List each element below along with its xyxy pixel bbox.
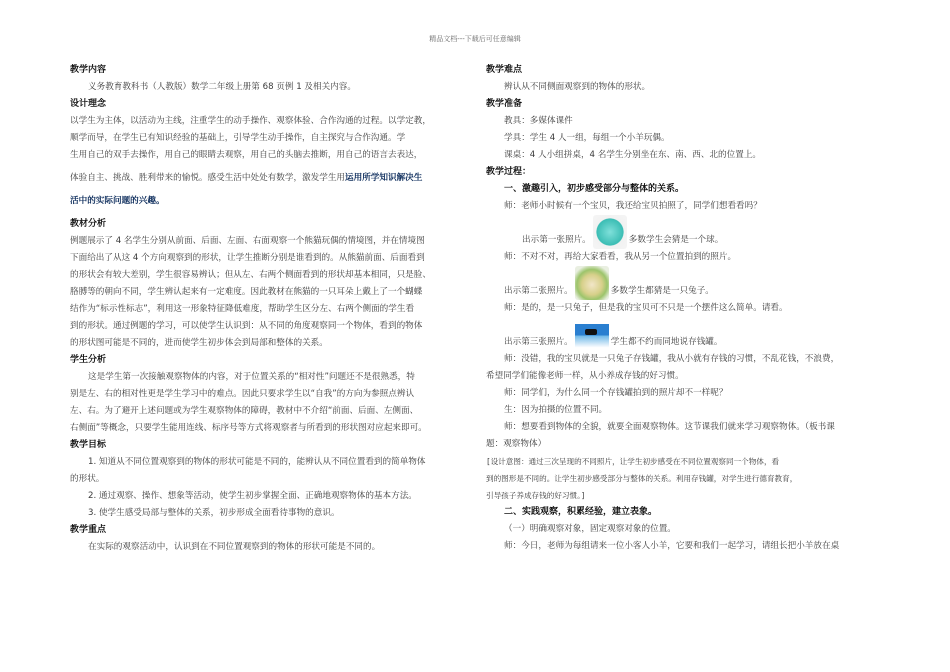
section-2-title: 二、实践观察，积累经验，建立表象。 — [504, 507, 658, 517]
content-text: 义务教育教科书（人教版）数学二年级上册第 68 页例 1 及相关内容。 — [88, 82, 356, 92]
material-line: 结作为“标示性标志”，利用这一形象特征降低难度，帮助学生区分左、右两个侧面的学生看 — [70, 304, 415, 314]
design-line — [70, 170, 470, 187]
goal-line: 的形状。 — [70, 474, 105, 484]
design-line: 顺学而导，在学生已有知识经验的基础上，引导学生动手操作，自主探究与合作沟通。学 — [70, 133, 406, 143]
material-line: 的形状会有较大差别，学生很容易辨认；但从左、右两个侧面看到的形状却基本相同，只是脸、 — [70, 270, 431, 280]
difficulty-line: 辨认从不同侧面观察到的物体的形状。 — [504, 82, 651, 92]
heading-key: 教学重点 — [70, 525, 107, 535]
heading-content: 教学内容 — [70, 65, 107, 75]
right-column — [486, 62, 886, 555]
photo-line-2 — [486, 266, 886, 300]
material-line: 到的形状。通过例题的学习，可以使学生认识到：从不同的角度观察同一个物体，看到的物体 — [70, 321, 423, 331]
design-line: 以学生为主体，以活动为主线，注重学生的动手操作、观察体验、合作沟通的过程。以学定教， — [70, 116, 431, 126]
material-line: 下面给出了从这 4 个方向观察到的形状，让学生推断分别是谁看到的。从熊猫前面、后面看到 — [70, 253, 425, 263]
material-line: 的形状图可能是不同的，进而使学生初步体会到局部和整体的关系。 — [70, 338, 328, 348]
process-line: 师：老师小时候有一个宝贝，我还给宝贝拍照了，同学们想看看吗？ — [504, 201, 762, 211]
students-line: 这是学生第一次接触观察物体的内容，对于位置关系的“相对性”问题还不是很熟悉，特 — [88, 372, 415, 382]
photo-line-3 — [486, 317, 886, 351]
heading-goals: 教学目标 — [70, 440, 107, 450]
design-line: 生用自己的双手去操作，用自己的眼睛去观察，用自己的头脑去推断，用自己的语言去表达， — [70, 150, 423, 160]
left-column — [70, 62, 470, 556]
process-line: 师：没错，我的宝贝就是一只兔子存钱罐，我从小就有存钱的习惯，不乱花钱，不浪费， — [504, 354, 840, 364]
photo-2-label: 出示第二张照片。 — [504, 286, 573, 296]
process-line: 师：同学们，为什么同一个存钱罐拍到的照片却不一样呢？ — [504, 388, 728, 398]
prep-line: 学具：学生 4 人一组，每组一个小羊玩偶。 — [504, 133, 670, 143]
rabbit-photo — [575, 266, 609, 300]
piggy-bank-photo — [575, 317, 609, 351]
material-line: 例题展示了 4 名学生分别从前面、后面、左面、右面观察一个熊猫玩偶的情境图，并在情境图 — [70, 236, 425, 246]
design-note-line: 到的图形是不同的。让学生初步感受部分与整体的关系。利用存钱罐，对学生进行德育教育， — [486, 474, 798, 483]
process-line: 生：因为拍摄的位置不同。 — [504, 405, 608, 415]
process-line: 希望同学们能像老师一样，从小养成存钱的好习惯。 — [486, 371, 684, 381]
prep-line: 课桌：4 人小组拼桌，4 名学生分别坐在东、南、西、北的位置上。 — [504, 150, 762, 160]
photo-3-result: 学生都不约而同地说存钱罐。 — [610, 337, 723, 347]
photo-1-label: 出示第一张照片。 — [522, 235, 591, 245]
design-emphasis-line: 活中的实际问题的兴趣。 — [70, 196, 165, 206]
design-text: 体验自主、挑战、胜利带来的愉悦。感受生活中处处有数学，激发学生用 — [70, 173, 346, 183]
process-line: 师：不对不对，再给大家看看，我从另一个位置拍到的照片。 — [504, 252, 737, 262]
heading-difficulty: 教学难点 — [486, 65, 523, 75]
students-line: 左、右。为了避开上述问题或为学生观察物体的障碍，教材中不介绍“前面、后面、左侧面、 — [70, 406, 419, 416]
design-note-line: 引导孩子养成存钱的好习惯。] — [486, 491, 586, 500]
page-header: 精品文档---下载后可任意编辑 — [429, 35, 521, 43]
heading-process: 教学过程： — [486, 167, 532, 177]
material-line: 胳膊等的朝向不同，学生辨认起来有一定难度。因此教材在熊猫的一只耳朵上戴上了一个蝴蝶 — [70, 287, 423, 297]
photo-line-1 — [486, 215, 886, 249]
process-line: 师：今日，老师为每组请来一位小客人小羊，它要和我们一起学习，请组长把小羊放在桌 — [504, 541, 840, 551]
prep-line: 教具：多媒体课件 — [504, 116, 573, 126]
ball-photo — [593, 215, 627, 249]
goal-line: 2. 通过观察、操作、想象等活动，使学生初步掌握全面、正确地观察物体的基本方法。 — [88, 491, 417, 501]
section-1-title: 一、激趣引入，初步感受部分与整体的关系。 — [504, 184, 685, 194]
key-line: 在实际的观察活动中，认识到在不同位置观察到的物体的形状可能是不同的。 — [88, 542, 381, 552]
process-line: 师：是的，是一只兔子，但是我的宝贝可不只是一个摆件这么简单。请看。 — [504, 303, 788, 313]
process-line: 师：想要看到物体的全貌，就要全面观察物体。这节课我们就来学习观察物体。（板书课 — [504, 422, 835, 432]
subsection-title: （一）明确观察对象，固定观察对象的位置。 — [504, 524, 676, 534]
design-emphasis: 运用所学知识解决生 — [345, 173, 423, 183]
heading-material: 教材分析 — [70, 219, 107, 229]
heading-students: 学生分析 — [70, 355, 107, 365]
photo-2-result: 多数学生都猜是一只兔子。 — [610, 286, 714, 296]
design-note-line: [设计意图：通过三次呈现的不同照片，让学生初步感受在不同位置观察同一个物体，看 — [486, 457, 780, 466]
heading-prep: 教学准备 — [486, 99, 523, 109]
goal-line: 1. 知道从不同位置观察到的物体的形状可能是不同的，能辨认从不同位置看到的简单物体 — [88, 457, 426, 467]
students-line: 右侧面”等概念，只要学生能用连线、标序号等方式将观察者与所看到的形状图对应起来即可。 — [70, 423, 427, 433]
photo-3-label: 出示第三张照片。 — [504, 337, 573, 347]
photo-1-result: 多数学生会猜是一个球。 — [628, 235, 724, 245]
process-line: 题：观察物体） — [486, 439, 547, 449]
goal-line: 3. 使学生感受局部与整体的关系，初步形成全面看待事物的意识。 — [88, 508, 340, 518]
students-line: 别是左、右的相对性更是学生学习中的难点。因此只要求学生以“自我”的方向为参照点辨认 — [70, 389, 415, 399]
heading-design: 设计理念 — [70, 99, 107, 109]
